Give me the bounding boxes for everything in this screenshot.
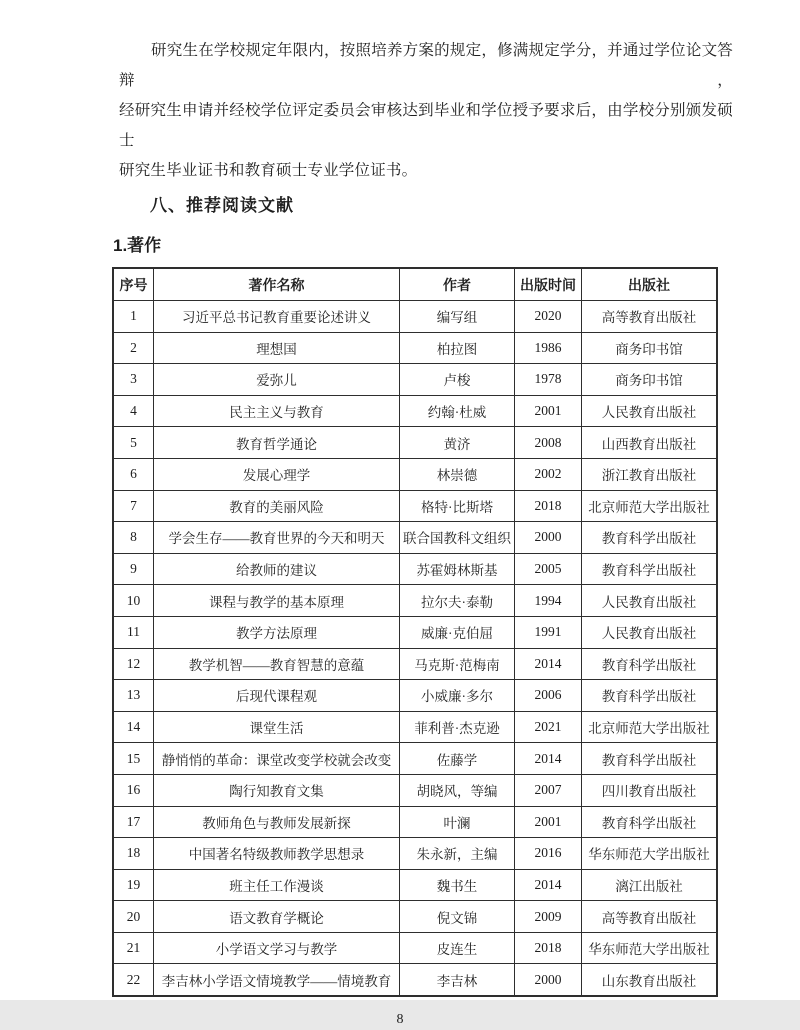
table-cell: 2014 (515, 869, 582, 901)
column-header-3: 出版时间 (515, 268, 582, 301)
table-row (113, 806, 717, 838)
table-row (113, 901, 717, 933)
table-cell: 16 (113, 774, 154, 806)
table-row (113, 680, 717, 712)
table-row (113, 585, 717, 617)
table-cell: 商务印书馆 (582, 364, 718, 396)
table-cell: 静悄悄的革命：课堂改变学校就会改变 (154, 743, 400, 775)
table-cell: 给教师的建议 (154, 553, 400, 585)
table-cell: 李吉林 (400, 964, 515, 996)
table-cell: 北京师范大学出版社 (582, 490, 718, 522)
table-cell: 19 (113, 869, 154, 901)
table-cell: 2018 (515, 932, 582, 964)
table-cell: 学会生存——教育世界的今天和明天 (154, 522, 400, 554)
table-cell: 叶澜 (400, 806, 515, 838)
table-row (113, 522, 717, 554)
table-cell: 语文教育学概论 (154, 901, 400, 933)
subsection-heading: 1.著作 (113, 236, 162, 255)
table-cell: 14 (113, 711, 154, 743)
table-cell: 班主任工作漫谈 (154, 869, 400, 901)
table-cell: 编写组 (400, 301, 515, 333)
table-row (113, 458, 717, 490)
table-head (113, 268, 717, 301)
table-cell: 柏拉图 (400, 332, 515, 364)
table-cell: 2007 (515, 774, 582, 806)
table-row (113, 964, 717, 996)
works-table (112, 267, 718, 997)
table-cell: 陶行知教育文集 (154, 774, 400, 806)
table-cell: 人民教育出版社 (582, 395, 718, 427)
intro-paragraph (119, 0, 733, 186)
table-cell: 高等教育出版社 (582, 901, 718, 933)
table-cell: 4 (113, 395, 154, 427)
table-row (113, 648, 717, 680)
table-cell: 皮连生 (400, 932, 515, 964)
table-cell: 13 (113, 680, 154, 712)
table-row (113, 395, 717, 427)
table-row (113, 711, 717, 743)
table-cell: 倪文锦 (400, 901, 515, 933)
column-header-1: 著作名称 (154, 268, 400, 301)
page-number: 8 (396, 1012, 404, 1028)
table-cell: 中国著名特级教师教学思想录 (154, 838, 400, 870)
table-row (113, 427, 717, 459)
table-cell: 21 (113, 932, 154, 964)
table-cell: 联合国教科文组织 (400, 522, 515, 554)
table-cell: 小威廉·多尔 (400, 680, 515, 712)
table-cell: 教学方法原理 (154, 616, 400, 648)
table-cell: 魏书生 (400, 869, 515, 901)
table-cell: 民主主义与教育 (154, 395, 400, 427)
table-row (113, 869, 717, 901)
table-cell: 山东教育出版社 (582, 964, 718, 996)
table-cell: 林崇德 (400, 458, 515, 490)
table-cell: 菲利普·杰克逊 (400, 711, 515, 743)
table-cell: 1994 (515, 585, 582, 617)
table-cell: 2009 (515, 901, 582, 933)
table-cell: 2001 (515, 806, 582, 838)
table-cell: 2018 (515, 490, 582, 522)
table-cell: 11 (113, 616, 154, 648)
table-cell: 教育科学出版社 (582, 522, 718, 554)
table-cell: 5 (113, 427, 154, 459)
table-cell: 小学语文学习与教学 (154, 932, 400, 964)
table-row (113, 743, 717, 775)
table-cell: 威廉·克伯屈 (400, 616, 515, 648)
table-cell: 商务印书馆 (582, 332, 718, 364)
table-cell: 山西教育出版社 (582, 427, 718, 459)
table-cell: 1991 (515, 616, 582, 648)
table-cell: 22 (113, 964, 154, 996)
table-row (113, 301, 717, 333)
table-cell: 2001 (515, 395, 582, 427)
table-row (113, 616, 717, 648)
table-cell: 习近平总书记教育重要论述讲义 (154, 301, 400, 333)
table-cell: 课程与教学的基本原理 (154, 585, 400, 617)
paragraph-line: 经研究生申请并经校学位评定委员会审核达到毕业和学位授予要求后，由学校分别颁发硕士 (119, 102, 733, 149)
table-cell: 格特·比斯塔 (400, 490, 515, 522)
table-cell: 华东师范大学出版社 (582, 838, 718, 870)
table-cell: 7 (113, 490, 154, 522)
table-cell: 教育哲学通论 (154, 427, 400, 459)
table-row (113, 364, 717, 396)
table-cell: 浙江教育出版社 (582, 458, 718, 490)
table-cell: 佐藤学 (400, 743, 515, 775)
column-header-0: 序号 (113, 268, 154, 301)
table-cell: 李吉林小学语文情境教学——情境教育 (154, 964, 400, 996)
table-cell: 课堂生活 (154, 711, 400, 743)
table-cell: 拉尔夫·泰勒 (400, 585, 515, 617)
table-cell: 北京师范大学出版社 (582, 711, 718, 743)
table-cell: 黄济 (400, 427, 515, 459)
table-cell: 2008 (515, 427, 582, 459)
table-cell: 2000 (515, 522, 582, 554)
table-header-row (113, 268, 717, 301)
section-heading: 八、推荐阅读文献 (150, 196, 294, 215)
table-cell: 9 (113, 553, 154, 585)
table-cell: 华东师范大学出版社 (582, 932, 718, 964)
paragraph-line: 研究生在学校规定年限内，按照培养方案的规定，修满规定学分，并通过学位论文答辩， (119, 42, 733, 89)
table-cell: 6 (113, 458, 154, 490)
table-cell: 8 (113, 522, 154, 554)
table-row (113, 332, 717, 364)
table-cell: 人民教育出版社 (582, 616, 718, 648)
table-cell: 四川教育出版社 (582, 774, 718, 806)
column-header-2: 作者 (400, 268, 515, 301)
table-cell: 胡晓风，等编 (400, 774, 515, 806)
table-cell: 教育科学出版社 (582, 648, 718, 680)
table-cell: 朱永新，主编 (400, 838, 515, 870)
table-cell: 2 (113, 332, 154, 364)
table-cell: 15 (113, 743, 154, 775)
table-cell: 教师角色与教师发展新探 (154, 806, 400, 838)
table-cell: 12 (113, 648, 154, 680)
table-cell: 2005 (515, 553, 582, 585)
table-cell: 教育科学出版社 (582, 743, 718, 775)
table-cell: 理想国 (154, 332, 400, 364)
table-cell: 20 (113, 901, 154, 933)
table-cell: 卢梭 (400, 364, 515, 396)
table-cell: 教育的美丽风险 (154, 490, 400, 522)
table-cell: 10 (113, 585, 154, 617)
table-cell: 2002 (515, 458, 582, 490)
table-row (113, 774, 717, 806)
table-cell: 17 (113, 806, 154, 838)
table-cell: 教育科学出版社 (582, 680, 718, 712)
table-cell: 高等教育出版社 (582, 301, 718, 333)
table-cell: 1 (113, 301, 154, 333)
table-cell: 漓江出版社 (582, 869, 718, 901)
table-cell: 爱弥儿 (154, 364, 400, 396)
table-cell: 2006 (515, 680, 582, 712)
table-cell: 1978 (515, 364, 582, 396)
column-header-4: 出版社 (582, 268, 718, 301)
table-body (113, 301, 717, 997)
table-cell: 发展心理学 (154, 458, 400, 490)
table-cell: 马克斯·范梅南 (400, 648, 515, 680)
table-row (113, 553, 717, 585)
table-cell: 约翰·杜威 (400, 395, 515, 427)
table-row (113, 490, 717, 522)
table-cell: 3 (113, 364, 154, 396)
table-cell: 教育科学出版社 (582, 553, 718, 585)
table-cell: 2021 (515, 711, 582, 743)
table-cell: 后现代课程观 (154, 680, 400, 712)
table-cell: 教学机智——教育智慧的意蕴 (154, 648, 400, 680)
table-cell: 苏霍姆林斯基 (400, 553, 515, 585)
table-cell: 2014 (515, 648, 582, 680)
table-cell: 1986 (515, 332, 582, 364)
table-row (113, 838, 717, 870)
table-cell: 2000 (515, 964, 582, 996)
table-cell: 2014 (515, 743, 582, 775)
table-row (113, 932, 717, 964)
table-cell: 18 (113, 838, 154, 870)
table-cell: 人民教育出版社 (582, 585, 718, 617)
table-cell: 2016 (515, 838, 582, 870)
table-cell: 2020 (515, 301, 582, 333)
paragraph-line: 研究生毕业证书和教育硕士专业学位证书。 (119, 162, 418, 179)
table-cell: 教育科学出版社 (582, 806, 718, 838)
